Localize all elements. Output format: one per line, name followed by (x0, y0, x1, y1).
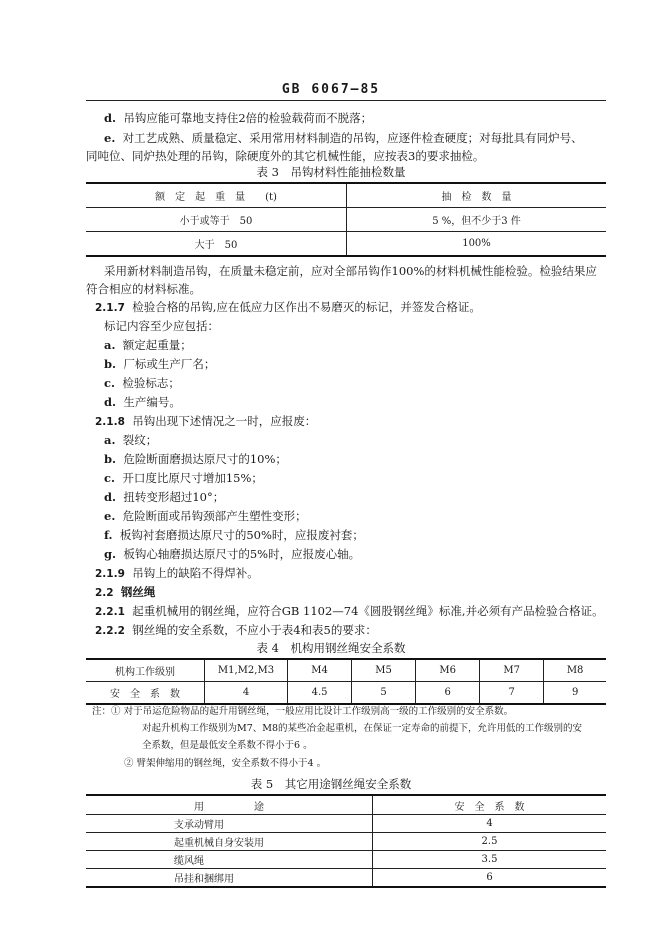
lower-block (0, 754, 662, 934)
table-header-row (86, 795, 606, 815)
table5 (86, 794, 606, 888)
table3-caption: 表 3 吊钩材料性能抽检数量 (256, 165, 406, 179)
table-cell: M4 (288, 659, 352, 682)
table-row (86, 659, 606, 682)
table-cell: 小于或等于 50 (86, 208, 347, 232)
table5-header-use: 用 途 (86, 795, 373, 815)
table4-caption: 表 4 机构用钢丝绳安全系数 (256, 641, 406, 655)
section-2-1-9: 2.1.9 吊钩上的缺陷不得焊补。 (95, 566, 259, 580)
table-cell: M7 (480, 659, 544, 682)
table-cell: M1,M2,M3 (205, 659, 288, 682)
table-row (86, 851, 606, 869)
list-item: c. 检验标志； (104, 376, 180, 390)
table-cell: 9 (544, 682, 606, 705)
table-cell: 支承动臂用 (86, 815, 373, 833)
table-cell: 6 (373, 869, 607, 888)
table-cell: M6 (416, 659, 480, 682)
table3 (86, 182, 606, 257)
item-d: d. 吊钩应能可靠地支持住2倍的检验载荷而不脱落； (104, 111, 373, 125)
note-1-cont: 对起升机构工作级别为M7、M8的某些冶金起重机，在保证一定寿命的前提下，允许用低的工作级别的安 (142, 723, 583, 734)
table-cell: 4 (205, 682, 288, 705)
table-cell: 100% (347, 232, 607, 257)
marking-intro: 标记内容至少应包括： (104, 319, 219, 333)
section-2-1-8: 2.1.8 吊钩出现下述情况之一时，应报废： (95, 414, 317, 428)
table-header-row (86, 183, 606, 208)
note-1-cont2: 全系数，但是最低安全系数不得小于6 。 (142, 740, 313, 751)
table-cell: 5 %，但不少于3 件 (347, 208, 607, 232)
table-row (86, 232, 606, 257)
list-item: a. 裂纹； (104, 433, 158, 447)
table-cell: 缆风绳 (86, 851, 373, 869)
table-cell: 起重机械自身安装用 (86, 833, 373, 851)
table-row (86, 208, 606, 232)
table3-header-sample: 抽 检 数 量 (347, 183, 607, 208)
table-cell: 4 (373, 815, 607, 833)
table-cell: 5 (352, 682, 416, 705)
table4-row2-label: 安 全 系 数 (86, 682, 205, 705)
list-item: a. 额定起重量； (104, 338, 192, 352)
list-item: b. 厂标或生产厂名； (104, 357, 216, 371)
section-2-1-7: 2.1.7 检验合格的吊钩,应在低应力区作出不易磨灭的标记，并签发合格证。 (95, 300, 481, 314)
note-2: ② 臂架伸缩用的钢丝绳，安全系数不得小于4 。 (124, 758, 327, 769)
list-item: d. 生产编号。 (104, 395, 181, 409)
table-cell: 6 (416, 682, 480, 705)
table3-header-load: 额 定 起 重 量 (t) (86, 183, 347, 208)
new-material-paragraph: 采用新材料制造吊钩，在质量未稳定前，应对全部吊钩作100%的材料机械性能检验。检验结果应 (104, 264, 597, 278)
list-item: g. 板钩心轴磨损达原尺寸的5%时，应报废心轴。 (104, 547, 361, 561)
table-cell: 3.5 (373, 851, 607, 869)
table-cell: M5 (352, 659, 416, 682)
list-item: d. 扭转变形超过10°； (104, 490, 225, 504)
table-cell: 大于 50 (86, 232, 347, 257)
header-rule (86, 100, 606, 101)
table-cell: 7 (480, 682, 544, 705)
section-2-2: 2.2 钢丝绳 (95, 585, 156, 599)
table-row (86, 815, 606, 833)
list-item: f. 板钩衬套磨损达原尺寸的50%时，应报废衬套； (104, 528, 364, 542)
table5-caption: 表 5 其它用途钢丝绳安全系数 (250, 777, 412, 791)
table-row (86, 869, 606, 888)
section-2-2-2: 2.2.2 钢丝绳的安全系数，不应小于表4和表5的要求： (95, 623, 377, 637)
new-material-paragraph-cont: 符合相应的材料标准。 (86, 282, 201, 296)
item-e-cont: 同吨位、同炉热处理的吊钩，除硬度外的其它机械性能，应按表3的要求抽检。 (86, 149, 485, 163)
table-cell: 4.5 (288, 682, 352, 705)
section-2-2-1: 2.2.1 起重机械用的钢丝绳，应符合GB 1102—74《圆股钢丝绳》标准,并必须有产品检验合格证。 (95, 604, 604, 618)
table-row (86, 682, 606, 705)
table4 (86, 658, 606, 705)
list-item: c. 开口度比原尺寸增加15%； (104, 471, 263, 485)
table-cell: 2.5 (373, 833, 607, 851)
table-row (86, 833, 606, 851)
table5-header-factor: 安 全 系 数 (373, 795, 607, 815)
list-item: e. 危险断面或吊钩颈部产生塑性变形； (104, 509, 307, 523)
item-e: e. 对工艺成熟、质量稳定、采用常用材料制造的吊钩，应逐件检查硬度；对每批具有同炉号、 (104, 131, 583, 145)
list-item: b. 危险断面磨损达原尺寸的10%； (104, 452, 287, 466)
table4-row1-label: 机构工作级别 (86, 659, 205, 682)
table-cell: M8 (544, 659, 606, 682)
table-cell: 吊挂和捆绑用 (86, 869, 373, 888)
page-header: GB 6067—85 (281, 82, 381, 97)
note-1: 注：① 对于吊运危险物品的起升用钢丝绳，一般应用比设计工作级别高一级的工作级别的安全系数。 (92, 706, 514, 717)
